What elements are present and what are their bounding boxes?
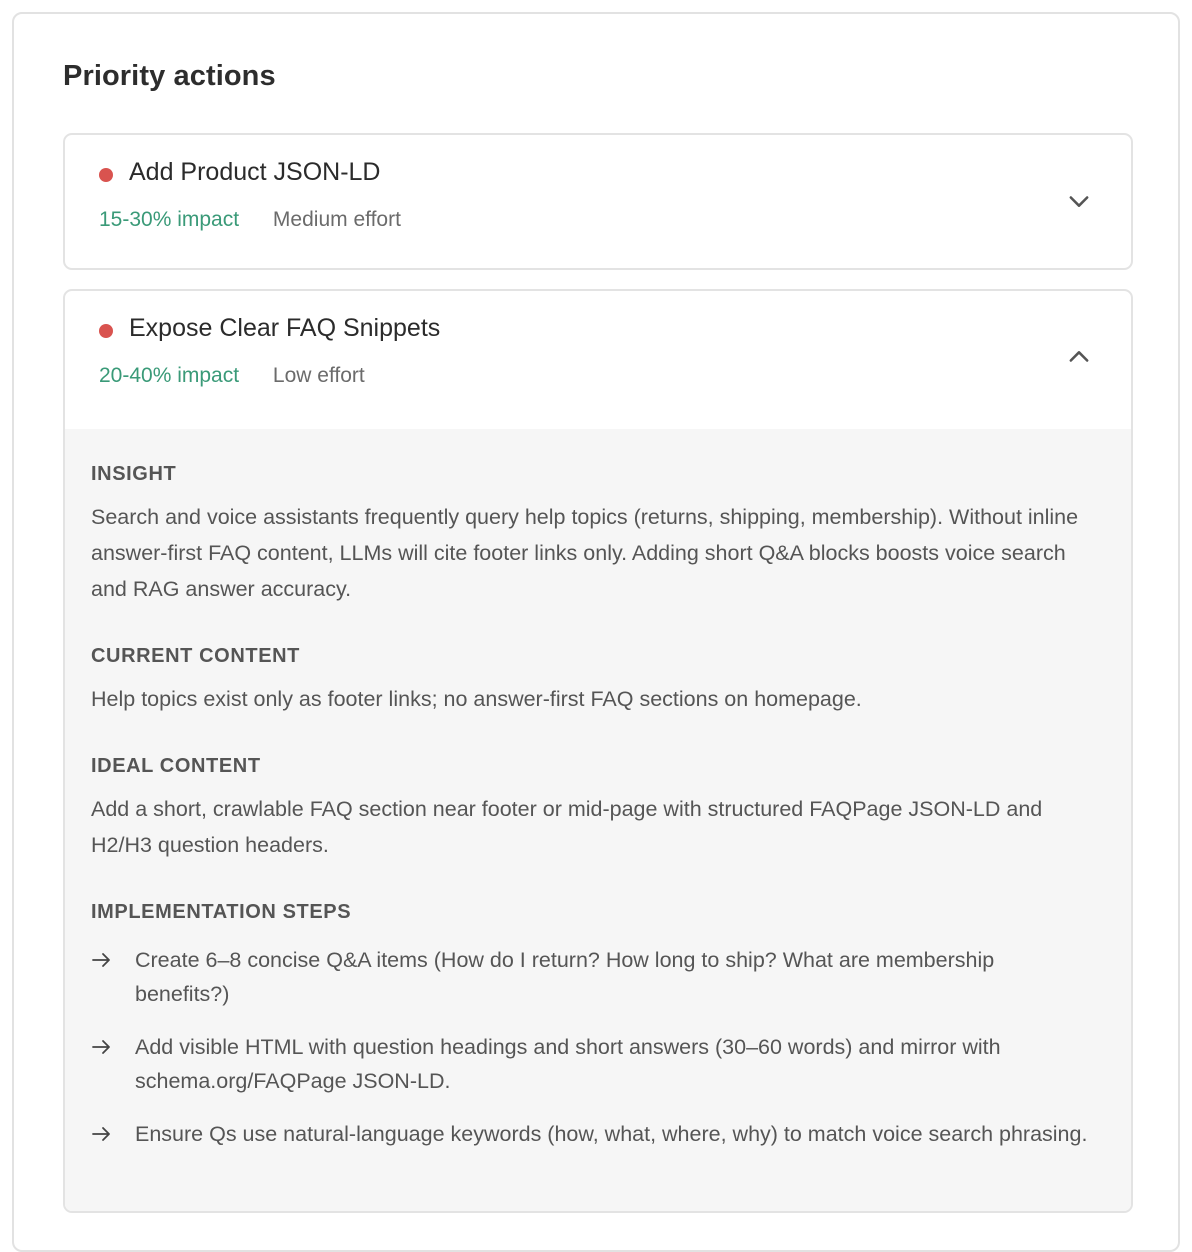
step-text: Add visible HTML with question headings and short answers (30–60 words) and mirror with schema.org/FAQPage JSON-LD.: [135, 1035, 1001, 1093]
implementation-steps-label: IMPLEMENTATION STEPS: [91, 901, 352, 923]
ideal-content-label: IDEAL CONTENT: [91, 755, 261, 777]
current-content-label: CURRENT CONTENT: [91, 645, 300, 667]
implementation-steps-list: [91, 943, 1091, 1170]
effort-level: Low effort: [272, 364, 365, 387]
ideal-content-text: Add a short, crawlable FAQ section near footer or mid-page with structured FAQPage JSON-LD and H2/H3 question headers.: [91, 797, 1043, 857]
insight-label: INSIGHT: [91, 463, 177, 485]
priority-dot: [99, 168, 113, 182]
effort-level: Medium effort: [272, 208, 401, 231]
arrow-right-icon: [91, 950, 113, 970]
chevron-up-icon[interactable]: [1065, 343, 1093, 371]
action-title: Expose Clear FAQ Snippets: [129, 314, 441, 342]
action-card-header[interactable]: [65, 291, 1131, 429]
implementation-step: [91, 1030, 1091, 1098]
action-card-product-jsonld: [63, 133, 1133, 270]
action-details: [65, 429, 1131, 1211]
action-card-faq-snippets: [63, 289, 1133, 1213]
arrow-right-icon: [91, 1037, 113, 1057]
impact-estimate: 20-40% impact: [99, 364, 240, 387]
panel-title: Priority actions: [63, 60, 276, 92]
implementation-step: [91, 1117, 1091, 1151]
arrow-right-icon: [91, 1124, 113, 1144]
action-meta: [99, 364, 365, 388]
action-meta: [99, 208, 401, 232]
chevron-down-icon[interactable]: [1065, 187, 1093, 215]
action-card-header[interactable]: [65, 135, 1131, 270]
insight-text: Search and voice assistants frequently query help topics (returns, shipping, membership). Without inline answer-first FAQ content, LLMs will cite footer links only. Adding short Q&A blocks boosts voice search and RAG answer accuracy.: [91, 505, 1079, 601]
implementation-step: [91, 943, 1091, 1011]
impact-estimate: 15-30% impact: [99, 208, 240, 231]
step-text: Create 6–8 concise Q&A items (How do I return? How long to ship? What are membership benefits?): [135, 948, 995, 1006]
current-content-text: Help topics exist only as footer links; no answer-first FAQ sections on homepage.: [91, 687, 862, 711]
action-title: Add Product JSON-LD: [129, 158, 381, 186]
priority-dot: [99, 324, 113, 338]
priority-actions-panel: [12, 12, 1180, 1252]
step-text: Ensure Qs use natural-language keywords (how, what, where, why) to match voice search phrasing.: [135, 1122, 1088, 1146]
